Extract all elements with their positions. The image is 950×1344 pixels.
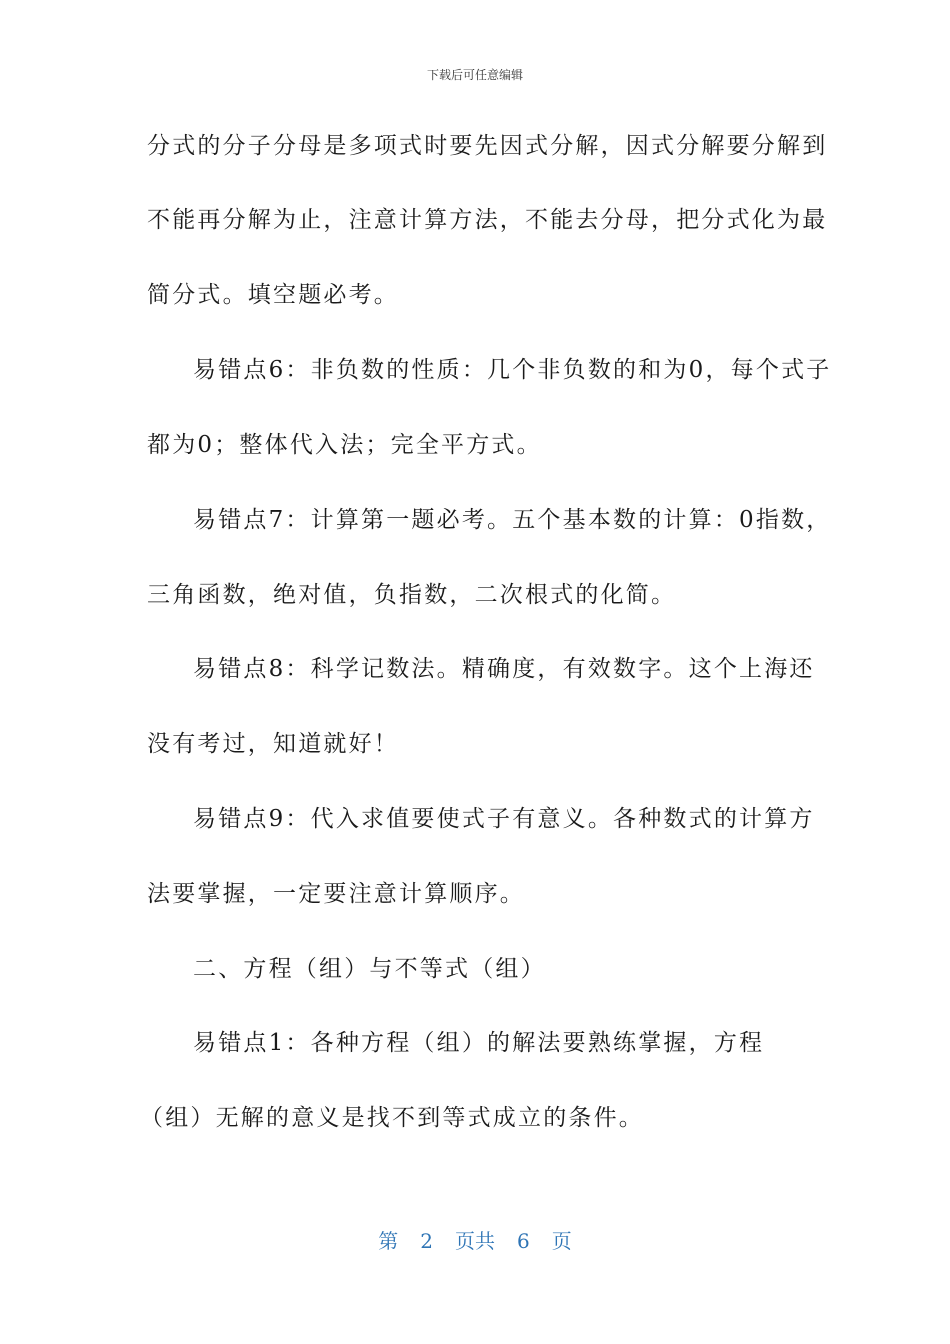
body-line-11: 法要掌握，一定要注意计算顺序。 xyxy=(147,881,525,907)
page-header: 下载后可任意编辑 xyxy=(426,68,523,82)
footer-current-page: 2 xyxy=(420,1229,433,1253)
body-line-14: （组）无解的意义是找不到等式成立的条件。 xyxy=(140,1105,644,1131)
footer-total-pages: 6 xyxy=(517,1229,530,1253)
footer-mid: 页共 xyxy=(455,1229,495,1253)
footer-suffix: 页 xyxy=(551,1229,572,1253)
body-line-10: 易错点9：代入求值要使式子有意义。各种数式的计算方 xyxy=(193,806,815,832)
body-line-5: 都为0；整体代入法；完全平方式。 xyxy=(147,432,542,458)
section-heading: 二、方程（组）与不等式（组） xyxy=(193,956,546,982)
body-line-4: 易错点6：非负数的性质：几个非负数的和为0，每个式子 xyxy=(193,357,832,383)
body-line-6: 易错点7：计算第一题必考。五个基本数的计算：0指数， xyxy=(193,507,832,533)
body-line-1: 分式的分子分母是多项式时要先因式分解，因式分解要分解到 xyxy=(147,133,828,159)
page-footer xyxy=(0,1225,950,1254)
footer-prefix: 第 xyxy=(378,1229,399,1253)
body-line-3: 简分式。填空题必考。 xyxy=(147,282,399,308)
body-line-8: 易错点8：科学记数法。精确度，有效数字。这个上海还 xyxy=(193,656,815,682)
body-line-9: 没有考过，知道就好！ xyxy=(147,731,399,757)
body-line-2: 不能再分解为止，注意计算方法，不能去分母，把分式化为最 xyxy=(147,207,828,233)
body-line-7: 三角函数，绝对值，负指数，二次根式的化简。 xyxy=(147,582,677,608)
body-line-13: 易错点1：各种方程（组）的解法要熟练掌握，方程 xyxy=(193,1030,765,1056)
